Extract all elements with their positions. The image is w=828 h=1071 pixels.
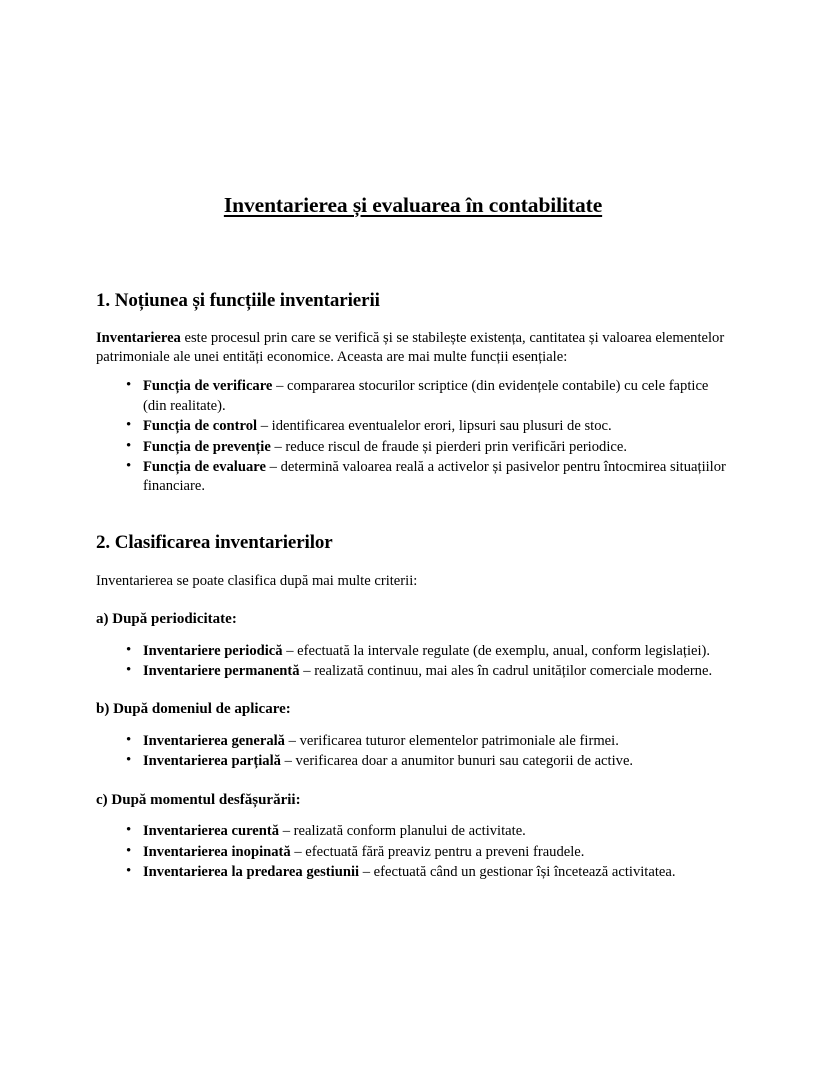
document-title-text: Inventarierea și evaluarea în contabilitate — [223, 193, 603, 217]
list-item — [96, 732, 730, 751]
intro-rest-text: este procesul prin care se verifică și se stabilește existența, cantitatea și valoarea elementelor patrimoniale ale unei entități economice. Aceasta are mai multe funcții esențiale: — [96, 329, 725, 366]
list-item-desc: – efectuată fără preaviz pentru a preveni fraudele. — [290, 843, 585, 860]
section-2-intro-paragraph: Inventarierea se poate clasifica după mai multe criterii: — [96, 572, 418, 589]
list-item-desc: – verificarea doar a anumitor bunuri sau categorii de active. — [280, 753, 634, 770]
list-item-term: Funcția de verificare — [143, 378, 273, 395]
subsection-heading-c: c) După momentul desfășurării: — [96, 791, 301, 808]
list-item-term: Funcția de prevenție — [143, 438, 271, 455]
section-heading-2: 2. Clasificarea inventarierilor — [96, 531, 333, 553]
list-item — [96, 863, 730, 882]
list-item-desc: – efectuată când un gestionar își încetează activitatea. — [359, 863, 676, 880]
list-item-term: Inventariere permanentă — [143, 662, 300, 679]
subsection-b-bullet-list — [96, 732, 730, 772]
subsection-heading-b: b) După domeniul de aplicare: — [96, 701, 291, 718]
list-item-term: Funcția de control — [143, 418, 258, 435]
list-item-term: Inventarierea inopinată — [143, 843, 291, 860]
list-item — [96, 438, 730, 457]
list-item-term: Inventarierea la predarea gestiunii — [143, 863, 360, 880]
list-item-desc: – verificarea tuturor elementelor patrimoniale ale firmei. — [284, 732, 619, 749]
list-item — [96, 417, 730, 436]
list-item — [96, 752, 730, 771]
list-item-desc: – efectuată la intervale regulate (de exemplu, anual, conform legislației). — [282, 642, 711, 659]
list-item — [96, 642, 730, 661]
list-item-desc: – compararea stocurilor scriptice (din evidențele contabile) cu cele faptice (din realitate). — [143, 378, 709, 414]
document-title — [96, 192, 730, 219]
list-item-term: Inventarierea curentă — [143, 823, 280, 840]
list-item — [96, 458, 730, 497]
list-item-term: Funcția de evaluare — [143, 459, 266, 476]
intro-bold-term: Inventarierea — [96, 329, 181, 346]
list-item-desc: – reduce riscul de fraude și pierderi prin verificări periodice. — [270, 438, 627, 455]
list-item — [96, 377, 730, 416]
list-item-desc: – determină valoarea reală a activelor și pasivelor pentru întocmirea situațiilor financiare. — [143, 459, 726, 495]
subsection-c-bullet-list — [96, 822, 730, 882]
list-item — [96, 822, 730, 841]
subsection-heading-a: a) După periodicitate: — [96, 611, 237, 628]
section-heading-1: 1. Noțiunea și funcțiile inventarierii — [96, 289, 380, 311]
list-item-desc: – realizată conform planului de activitate. — [279, 823, 526, 840]
list-item-term: Inventariere periodică — [143, 642, 283, 659]
top-margin-spacer — [96, 0, 730, 192]
list-item-term: Inventarierea parțială — [143, 753, 281, 770]
list-item-desc: – identificarea eventualelor erori, lipsuri sau plusuri de stoc. — [257, 418, 612, 435]
section-1-bullet-list — [96, 377, 730, 496]
list-item-term: Inventarierea generală — [143, 732, 285, 749]
list-item — [96, 843, 730, 862]
section-1-intro-paragraph — [96, 329, 730, 368]
list-item — [96, 662, 730, 681]
list-item-desc: – realizată continuu, mai ales în cadrul unităților comerciale moderne. — [299, 662, 713, 679]
subsection-a-bullet-list — [96, 642, 730, 682]
